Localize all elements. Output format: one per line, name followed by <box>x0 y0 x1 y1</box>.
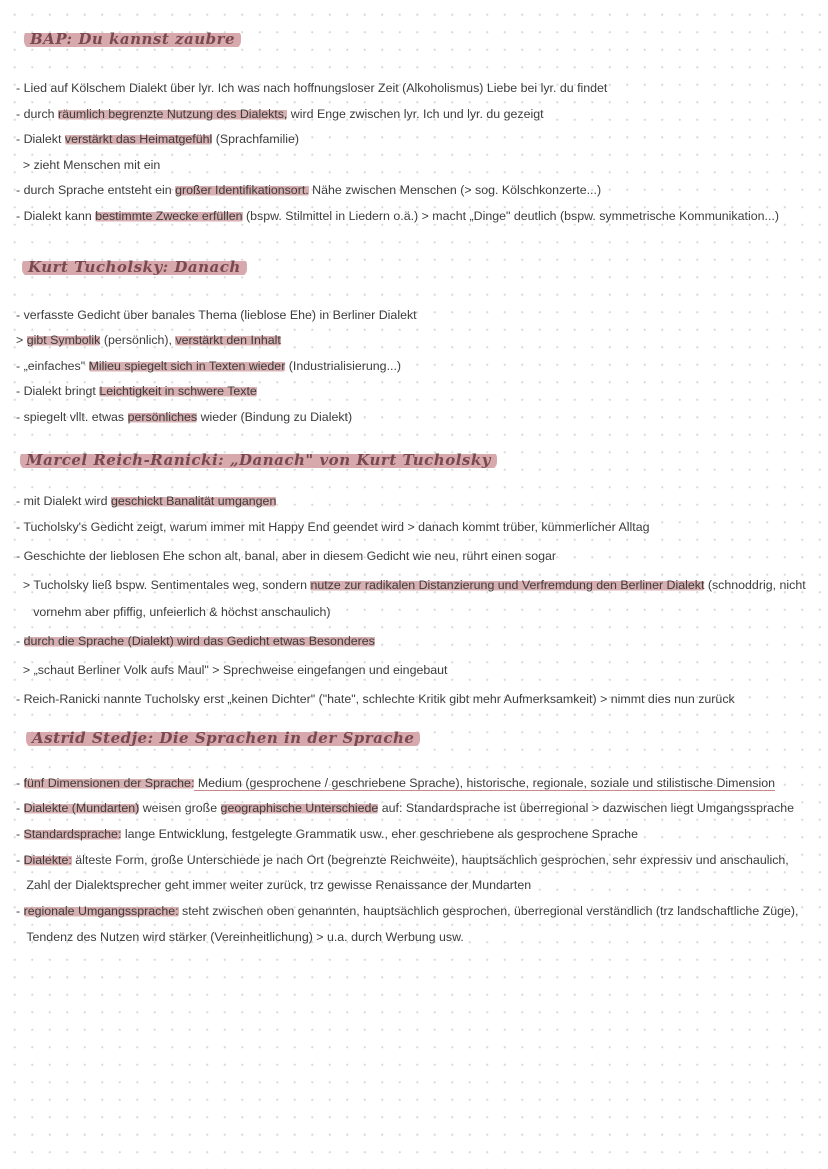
note-text: - Dialekt bringt <box>16 384 100 398</box>
note-text: wird Enge zwischen lyr. Ich und lyr. du gezeigt <box>287 107 544 121</box>
note-line <box>16 929 464 945</box>
note-text: - <box>16 827 24 841</box>
note-text: > Tucholsky ließ bspw. Sentimentales weg, sondern <box>16 578 311 592</box>
note-text: lange Entwicklung, festgelegte Grammatik usw., eher geschriebene als gesprochene Sprache <box>121 827 638 841</box>
note-text: > „schaut Berliner Volk aufs Maul" > Sprechweise eingefangen und eingebaut <box>16 663 448 677</box>
note-text: - durch <box>16 107 59 121</box>
note-text: - spiegelt vllt. etwas <box>16 410 128 424</box>
note-line <box>16 131 299 147</box>
note-text: (Sprachfamilie) <box>212 132 300 146</box>
note-text: (Industrialisierung...) <box>285 359 402 373</box>
note-text: (persönlich), <box>100 333 176 347</box>
note-text: Medium (gesprochene / geschriebene Sprache), historische, regionale, soziale und stilistische Dimension <box>194 776 775 790</box>
note-line <box>16 775 775 791</box>
section-title-text: BAP: Du kannst zaubre <box>24 29 241 49</box>
highlighted-text: durch die Sprache (Dialekt) wird das Gedicht etwas Besonderes <box>23 634 375 648</box>
note-line <box>16 208 779 224</box>
highlighted-text: regionale Umgangssprache: <box>23 904 179 918</box>
note-text: Tendenz des Nutzen wird stärker (Vereinheitlichung) > u.a. durch Werbung usw. <box>16 930 464 944</box>
highlighted-text: Dialekte (Mundarten) <box>23 801 140 815</box>
note-line <box>16 182 601 198</box>
note-text: - Dialekt kann <box>16 209 96 223</box>
note-text: weisen große <box>139 801 221 815</box>
note-line <box>16 800 794 816</box>
note-text: vornehm aber pfiffig, unfeierlich & höchst anschaulich) <box>16 605 331 619</box>
note-text: - verfasste Gedicht über banales Thema (lieblose Ehe) in Berliner Dialekt <box>16 308 417 322</box>
note-line <box>16 852 789 868</box>
highlighted-text: Milieu spiegelt sich in Texten wieder <box>88 359 286 373</box>
note-text: - „einfaches" <box>16 359 89 373</box>
note-line <box>16 332 281 348</box>
note-line <box>16 106 544 122</box>
note-line <box>16 903 798 919</box>
note-text: - Geschichte der lieblosen Ehe schon alt, banal, aber in diesem Gedicht wie neu, rührt einen sogar <box>16 549 556 563</box>
note-text: - Reich-Ranicki nannte Tucholsky erst „keinen Dichter" ("hate", schlechte Kritik gibt mehr Aufmerksamkeit) > nimmt dies nun zurück <box>16 692 735 706</box>
note-text: - <box>16 634 24 648</box>
note-text: (schnoddrig, nicht <box>704 578 806 592</box>
note-text: älteste Form, große Unterschiede je nach Ort (begrenzte Reichweite), hauptsächlich gesprochen, sehr expressiv und anschaulich, <box>71 853 789 867</box>
note-text: - <box>16 904 24 918</box>
note-text: (bspw. Stilmittel in Liedern o.ä.) > macht „Dinge" deutlich (bspw. symmetrische Kommunikation...) <box>242 209 779 223</box>
note-text: - <box>16 853 24 867</box>
section-title-text: Marcel Reich-Ranicki: „Danach" von Kurt Tucholsky <box>20 450 497 470</box>
highlighted-text: persönliches <box>127 410 198 424</box>
note-line <box>16 604 331 620</box>
note-line <box>16 383 257 399</box>
highlighted-text: räumlich begrenzte Nutzung des Dialekts, <box>58 107 288 121</box>
note-line <box>16 358 401 374</box>
highlighted-text: nutze zur radikalen Distanzierung und Verfremdung den Berliner Dialekt <box>310 578 705 592</box>
note-text: > <box>16 333 27 347</box>
note-line <box>16 877 531 893</box>
note-line <box>16 157 160 173</box>
note-text: - Dialekt <box>16 132 65 146</box>
section-title <box>24 30 241 48</box>
highlighted-text: verstärkt das Heimatgefühl <box>64 132 213 146</box>
highlighted-text: fünf Dimensionen der Sprache: <box>23 776 195 790</box>
highlighted-text: Dialekte: <box>23 853 72 867</box>
note-line <box>16 633 375 649</box>
highlighted-text: geschickt Banalität umgangen <box>111 494 277 508</box>
note-line <box>16 409 352 425</box>
highlighted-text: bestimmte Zwecke erfüllen <box>95 209 243 223</box>
note-text: > zieht Menschen mit ein <box>16 158 161 172</box>
highlighted-text: geographische Unterschiede <box>220 801 379 815</box>
note-line <box>16 826 638 842</box>
section-title <box>26 729 420 747</box>
section-title <box>22 258 247 276</box>
note-line <box>16 577 806 593</box>
highlighted-text: Leichtigkeit in schwere Texte <box>99 384 257 398</box>
highlighted-text: großer Identifikationsort. <box>175 183 309 197</box>
note-text: Zahl der Dialektsprecher geht immer weiter zurück, trz gewisse Renaissance der Mundarten <box>16 878 532 892</box>
note-line <box>16 493 276 509</box>
note-text: Nähe zwischen Menschen (> sog. Kölschkonzerte...) <box>308 183 602 197</box>
note-text: steht zwischen oben genannten, hauptsächlich gesprochen, überregional verständlich (trz landschaftliche Züge), <box>178 904 799 918</box>
note-line <box>16 691 735 707</box>
note-line <box>16 662 447 678</box>
note-text: - <box>16 776 24 790</box>
section-title-text: Astrid Stedje: Die Sprachen in der Sprache <box>26 728 420 748</box>
note-text: auf: Standardsprache ist überregional > dazwischen liegt Umgangssprache <box>378 801 794 815</box>
note-line <box>16 519 650 535</box>
note-text: - <box>16 801 24 815</box>
note-line <box>16 307 417 323</box>
note-text: - Tucholsky's Gedicht zeigt, warum immer mit Happy End geendet wird > danach kommt trüber, kümmerlicher Alltag <box>16 520 650 534</box>
note-text: - durch Sprache entsteht ein <box>16 183 176 197</box>
note-text: - Lied auf Kölschem Dialekt über lyr. Ich was nach hoffnungsloser Zeit (Alkoholismus) Liebe bei lyr. du findet <box>16 81 608 95</box>
note-line <box>16 80 607 96</box>
highlighted-text: verstärkt den Inhalt <box>175 333 281 347</box>
note-line <box>16 548 556 564</box>
note-text: - mit Dialekt wird <box>16 494 112 508</box>
highlighted-text: Standardsprache: <box>23 827 122 841</box>
section-title <box>20 451 497 469</box>
section-title-text: Kurt Tucholsky: Danach <box>22 257 247 277</box>
note-text: wieder (Bindung zu Dialekt) <box>197 410 353 424</box>
highlighted-text: gibt Symbolik <box>26 333 101 347</box>
